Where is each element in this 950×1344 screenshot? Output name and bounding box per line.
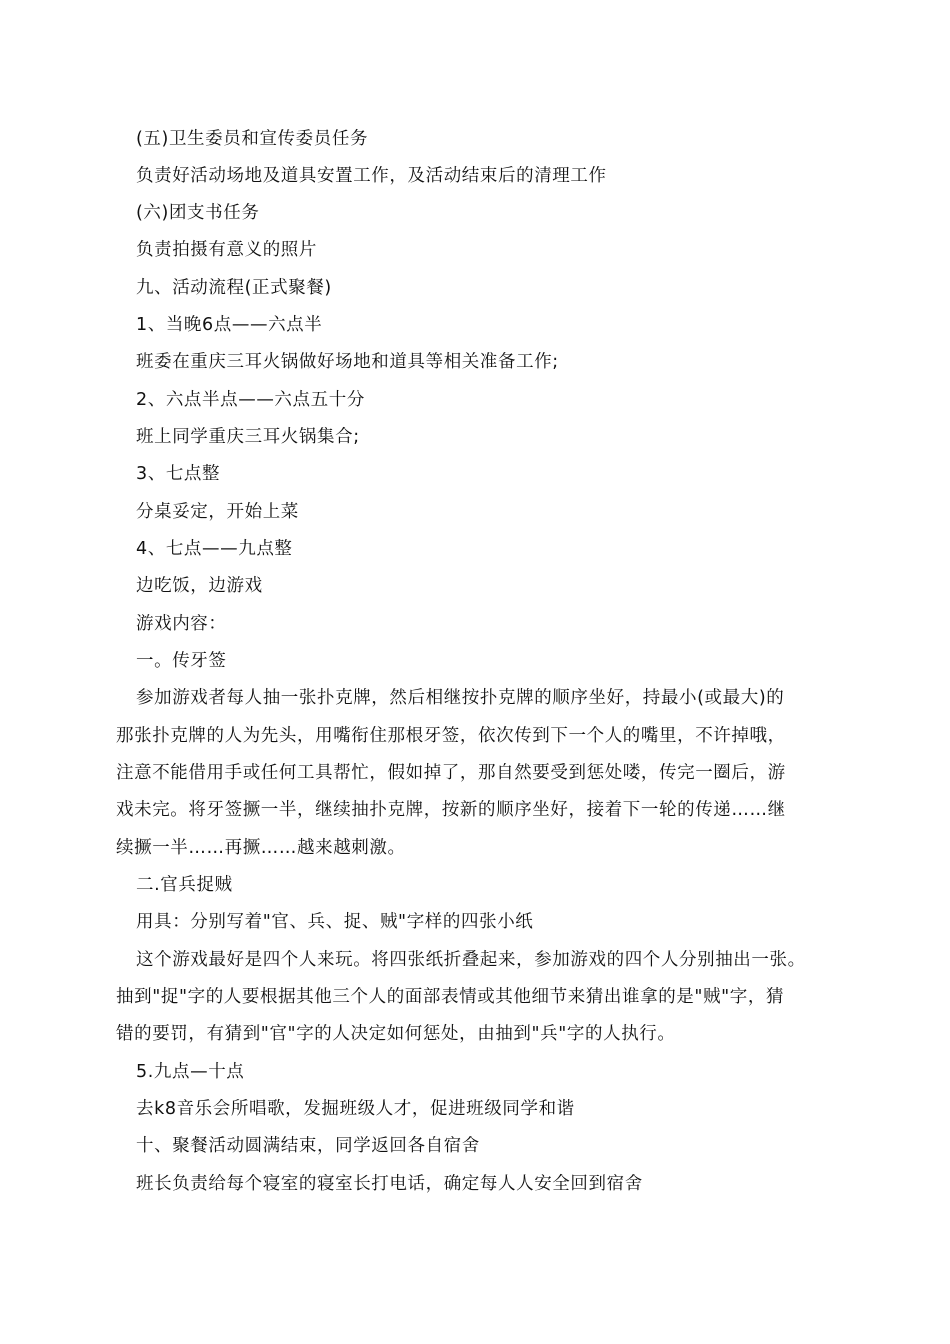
game-heading-officers-thief: 二.官兵捉贼	[136, 875, 233, 895]
paragraph: 负责拍摄有意义的照片	[136, 240, 317, 260]
paragraph: 用具：分别写着"官、兵、捉、贼"字样的四张小纸	[136, 912, 534, 932]
paragraph-continued: 抽到"捉"字的人要根据其他三个人的面部表情或其他细节来猜出谁拿的是"贼"字，猜	[116, 987, 785, 1007]
list-item: 4、七点——九点整	[136, 539, 293, 559]
paragraph: 负责好活动场地及道具安置工作，及活动结束后的清理工作	[136, 166, 607, 186]
paragraph-continued: 戏未完。将牙签撅一半，继续抽扑克牌，按新的顺序坐好，接着下一轮的传递……继	[116, 800, 786, 820]
paragraph-continued: 那张扑克牌的人为先头，用嘴衔住那根牙签，依次传到下一个人的嘴里，不许掉哦，	[116, 726, 786, 746]
paragraph-continued: 注意不能借用手或任何工具帮忙，假如掉了，那自然要受到惩处喽，传完一圈后，游	[116, 763, 786, 783]
list-item: 1、当晚6点——六点半	[136, 315, 323, 335]
paragraph-continued: 错的要罚，有猜到"官"字的人决定如何惩处，由抽到"兵"字的人执行。	[116, 1024, 676, 1044]
section-heading-league-secretary: (六)团支书任务	[136, 203, 260, 223]
list-item: 2、六点半点——六点五十分	[136, 390, 365, 410]
paragraph: 这个游戏最好是四个人来玩。将四张纸折叠起来，参加游戏的四个人分别抽出一张。	[136, 950, 806, 970]
list-item: 5.九点—十点	[136, 1062, 245, 1082]
list-item: 3、七点整	[136, 464, 221, 484]
section-heading-conclusion: 十、聚餐活动圆满结束，同学返回各自宿舍	[136, 1136, 480, 1156]
game-heading-toothpick: 一。传牙签	[136, 651, 227, 671]
paragraph: 班上同学重庆三耳火锅集合;	[136, 427, 360, 447]
paragraph: 分桌妥定，开始上菜	[136, 502, 299, 522]
section-heading-hygiene-publicity: (五)卫生委员和宣传委员任务	[136, 129, 369, 149]
paragraph: 班长负责给每个寝室的寝室长打电话，确定每人人安全回到宿舍	[136, 1174, 643, 1194]
paragraph: 边吃饭，边游戏	[136, 576, 263, 596]
section-heading-activity-flow: 九、活动流程(正式聚餐)	[136, 278, 332, 298]
paragraph: 参加游戏者每人抽一张扑克牌，然后相继按扑克牌的顺序坐好，持最小(或最大)的	[136, 688, 785, 708]
paragraph: 去k8音乐会所唱歌，发掘班级人才，促进班级同学和谐	[136, 1099, 575, 1119]
paragraph-continued: 续撅一半……再撅……越来越刺激。	[116, 838, 406, 858]
paragraph: 游戏内容：	[136, 614, 227, 634]
paragraph: 班委在重庆三耳火锅做好场地和道具等相关准备工作;	[136, 352, 559, 372]
